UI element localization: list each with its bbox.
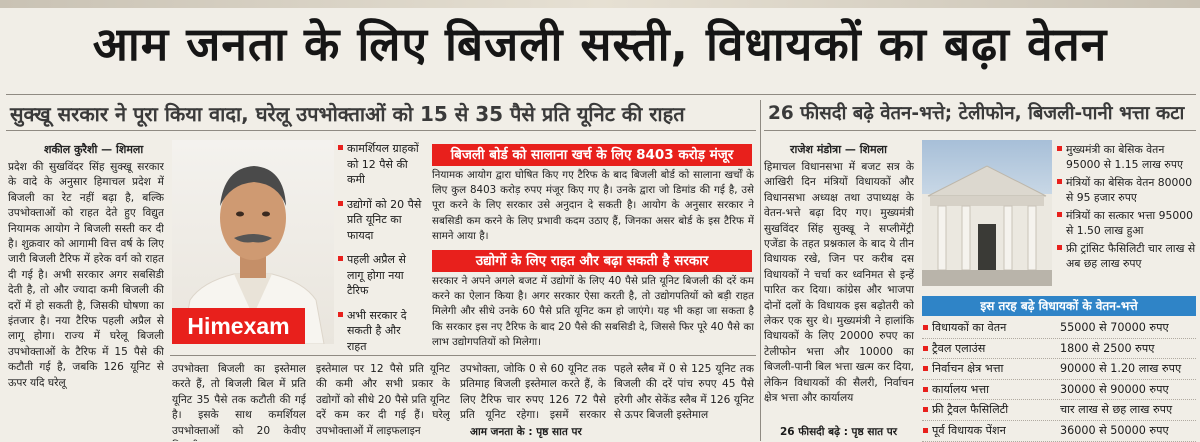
building-illustration: [922, 140, 1052, 286]
key-points-sidebar: [338, 141, 422, 363]
table-row-value: चार लाख से छह लाख रुपए: [1060, 403, 1173, 417]
table-row: [922, 339, 1196, 360]
column-divider: [760, 100, 761, 441]
left-col2-text: उपभोक्ता बिजली का इस्तेमाल करते हैं, तो बिजली बिल में प्रति यूनिट 35 पैसे तक कटौती की गई है। इसके साथ कमर्शियल उपभोक्ताओं को 20 केवीए: [172, 363, 306, 437]
table-row: [922, 318, 1196, 339]
left-subheadline: सुक्खू सरकार ने पूरा किया वादा, घरेलू उपभोक्ताओं को 15 से 35 पैसे प्रति यूनिट की राहत: [10, 102, 685, 126]
table-row-label: कार्यालय भत्ता: [922, 380, 989, 400]
salary-point: फ्री ट्रांसिट फैसिलिटी चार लाख से अब छह लाख रुपए: [1056, 241, 1196, 271]
salary-point: मुख्यमंत्री का बेसिक वेतन 95000 से 1.15 लाख रुपए: [1056, 142, 1196, 172]
box1-text: नियामक आयोग द्वारा घोषित किए गए टैरिफ के बाद बिजली बोर्ड को सालाना खर्चों के लिए कुल 8403 करोड़ रुपए मंजूर किए गए है। उनके द्वारा जो डिमांड की गई है, उसे पूरा करने के लिए सरकार उसे अनुदान दे सकती है। आयोग के अनुसार सरकार ने सबसिडी कम करने के लिए प्रभावी कदम उठाए हैं, जिनका असर बोर्ड के इस टैरिफ में सामने आया है।: [432, 169, 754, 242]
table-row-value: 55000 से 70000 रुपए: [1060, 321, 1169, 334]
key-point: कामर्शियल ग्राहकों को 12 पैसे की कमी: [338, 141, 422, 188]
left-col4-text: उपभोक्ता, जोकि 0 से 60 यूनिट तक प्रतिमाह बिजली इस्तेमाल करते हैं, के लिए टैरिफ चार रुपए 126 72 पैसे प्रति यूनिट रहेगा। इसमें सरकार: [460, 363, 606, 422]
main-headline: आम जनता के लिए बिजली सस्ती, विधायकों का बढ़ा वेतन: [92, 17, 1108, 71]
salary-table: [922, 318, 1196, 442]
left-sub-rule: [6, 130, 756, 131]
salary-point: मंत्रियों का बेसिक वेतन 80000 से 95 हजार रुपए: [1056, 175, 1196, 205]
left-col3-text: इस्तेमाल पर 12 पैसे प्रति यूनिट की कमी और सभी प्रकार के उद्योगों को सीधे 20 पैसे प्रति यूनिट दरें कम कर दी गई हैं। घरेलू उपभोक्ताओं में लाइफलाइन: [316, 363, 450, 437]
right-subheadline: 26 फीसदी बढ़े वेतन-भत्ते; टेलीफोन, बिजली-पानी भत्ता कटा: [768, 103, 1185, 124]
right-body-text: हिमाचल विधानसभा में बजट सत्र के आखिरी दिन मंत्रियों विधायकों और विधानसभा अध्यक्ष तथा उपाध्यक्ष के वेतन-भत्ते बढ़ा दिए गए। मुख्यमंत्री सुखविंदर सिंह सुक्खू ने सप्लीमेंट्री एजेंडा के तहत प्रश्नकाल के बाद ये तीन विधायक रखे, जिन पर करीब दस विधायकों ने चर्चा कर ध्वनिमत से इन्हें पारित कर दिया। कांग्रेस और भाजपा दोनों दलों के विधायक इस बढ़ोतरी को लेकर एक सुर थे। मुख्यमंत्री ने हालांकि विधायकों के लिए 20000 रुपए का टेलीफोन भत्ता और 10000 का बिजली-पानी बिल भत्ता खत्म कर दिया, लेकिन विधायकों की सैलरी, निर्वाचन क्षेत्र भत्ता और कार्यालय: [764, 161, 914, 405]
salary-point: मंत्रियों का सत्कार भत्ता 95000 से 1.50 लाख हुआ: [1056, 208, 1196, 238]
salary-table-heading: इस तरह बढ़े विधायकों के वेतन-भत्ते: [922, 296, 1196, 316]
table-row-value: 36000 से 50000 रुपए: [1060, 423, 1169, 437]
left-byline: शकील कुरैशी — शिमला: [44, 143, 144, 156]
key-point: पहली अप्रैल से लागू होगा नया टैरिफ: [338, 252, 422, 299]
table-row: [922, 421, 1196, 442]
left-col1-text: प्रदेश की सुखविंदर सिंह सुक्खू सरकार के वादे के अनुसार हिमाचल प्रदेश में बिजली का रेट नहीं बढ़ा है, बल्कि उपभोक्ताओं को राहत देते हुए विद्युत नियामक आयोग ने बिजली सस्ती कर दी है। शुक्रवार को आगामी वित्त वर्ष के लिए जारी बिजली टैरिफ में हरेक वर्ग को राहत दी गई है। अभी सरकार अगर सबसिडी देती है, तो और ज्यादा कमी बिजली की दरों में हो सकती है, जिसकी घोषणा का इंतजार है। नया टैरिफ पहली अप्रैल से लागू होगा। राज्य में घरेलू बिजली उपभोक्ताओं के टैरिफ में 15 पैसे की कटौती गई है, जबकि 126 यूनिट से ऊपर यदि घरेलू: [8, 161, 164, 389]
key-point: उद्योगों को 20 पैसे प्रति यूनिट का फायदा: [338, 197, 422, 244]
table-row: [922, 359, 1196, 380]
right-byline: राजेश मंडोत्रा — शिमला: [790, 143, 887, 156]
table-row-value: 1800 से 2500 रुपए: [1060, 341, 1155, 355]
assembly-building-photo: [922, 140, 1052, 286]
table-row-value: 30000 से 90000 रुपए: [1060, 382, 1169, 396]
right-continuation: 26 फीसदी बढ़े : पृष्ठ सात पर: [780, 426, 898, 438]
left-col5-text: पहले स्लैब में 0 से 125 यूनिट तक बिजली की दरें पांच रुपए 45 पैसे हरेगी और सेकेंड स्लैब में 126 यूनिट से ऊपर बिजली इस्तेमाल: [614, 363, 754, 422]
table-row-label: विधायकों का वेतन: [922, 318, 1006, 338]
watermark-badge: Himexam: [172, 308, 305, 344]
table-row: [922, 400, 1196, 421]
salary-highlights: [1056, 142, 1196, 274]
box2-heading: उद्योगों के लिए राहत और बढ़ा सकती है सरकार: [432, 250, 752, 272]
table-row: [922, 380, 1196, 401]
key-point: अभी सरकार दे सकती है और राहत: [338, 308, 422, 355]
table-row-label: फ्री ट्रैवल फैसिलिटी: [922, 400, 1008, 420]
page-top-band: [0, 0, 1200, 8]
box2-text: सरकार ने अपने अगले बजट में उद्योगों के लिए 40 पैसे प्रति यूनिट बिजली की दरें कम करने का ऐलान किया है। अगर सरकार ऐसा करती है, तो उद्योगपतियों को बड़ी राहत मिलेगी और सीधे उनके 60 पैसे प्रति यूनिट कम हो जाएंगे। यह भी कहा जा सकता है कि सरकार इस नए टैरिफ के बाद 20 पैसे की सबसिडी दे, जिससे फिर पूरे 40 पैसे का लाभ उद्योगपतियों को मिलेगा।: [432, 275, 754, 348]
left-continuation: आम जनता के : पृष्ठ सात पर: [470, 426, 582, 438]
headline-rule: [6, 94, 1196, 95]
lower-rule: [170, 355, 756, 356]
table-row-label: ट्रैवल एलाउंस: [922, 339, 985, 359]
box1-heading: बिजली बोर्ड को सालाना खर्च के लिए 8403 करोड़ मंजूर: [432, 144, 752, 166]
table-row-label: पूर्व विधायक पेंशन: [922, 421, 1006, 441]
table-row-label: निर्वाचन क्षेत्र भत्ता: [922, 359, 1003, 379]
table-row-value: 90000 से 1.20 लाख रुपए: [1060, 362, 1182, 376]
right-sub-rule: [764, 130, 1196, 131]
